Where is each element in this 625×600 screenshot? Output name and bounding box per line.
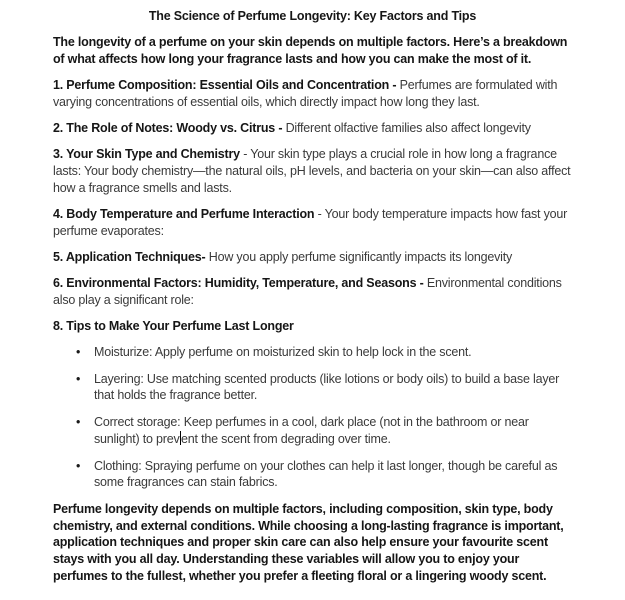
page-title[interactable]: The Science of Perfume Longevity: Key Factors and Tips (148, 9, 477, 23)
section-body: - Your skin type plays a crucial role in how long a fragrance lasts: Your body chemistry—the natural oils, pH levels, and bacteria on your skin—can also affect how a fragrance smells and lasts. (53, 147, 571, 195)
section-heading: 5. Application Techniques- (53, 249, 206, 264)
section-paragraph-1[interactable] (53, 77, 572, 110)
section-heading: 6. Environmental Factors: Humidity, Temperature, and Seasons - (53, 275, 424, 290)
tip-item-layering[interactable] (76, 371, 572, 404)
section-paragraph-4[interactable] (53, 206, 572, 239)
section-body: Different olfactive families also affect longevity (282, 121, 531, 136)
tip-item-clothing[interactable] (76, 458, 572, 491)
tip-item-moisturize[interactable] (76, 344, 572, 361)
section-heading: 2. The Role of Notes: Woody vs. Citrus - (53, 121, 283, 136)
tips-heading[interactable]: 8. Tips to Make Your Perfume Last Longer (53, 318, 294, 333)
tip-text: Moisturize: Apply perfume on moisturized skin to help lock in the scent. (94, 345, 472, 360)
section-body: - Your body temperature impacts how fast your perfume evaporates: (53, 206, 568, 238)
section-body: How you apply perfume significantly impacts its longevity (205, 249, 513, 264)
tip-text: Clothing: Spraying perfume on your clothes can help it last longer, though be careful as some fragrances can stain fabrics. (94, 458, 558, 490)
tip-text: Layering: Use matching scented products (like lotions or body oils) to build a base layer that holds the fragrance better. (94, 371, 560, 403)
conclusion-paragraph[interactable]: Perfume longevity depends on multiple factors, including composition, skin type, body chemistry, and external conditions. While choosing a long-lasting fragrance is important, application techniques and proper skin care can also help ensure your favourite scent stays with you all day. Understanding these variables will allow you to enjoy your perfumes to the fullest, whether you prefer a fleeting floral or a lingering woody scent. (53, 501, 564, 583)
section-body: Environmental conditions also play a significant role: (53, 275, 562, 307)
section-paragraph-6[interactable] (53, 275, 572, 308)
tip-text-before-caret: Correct storage: Keep perfumes in a cool, dark place (not in the bathroom or near sunlight) to prev (94, 415, 529, 446)
section-body: Perfumes are formulated with varying concentrations of essential oils, which directly impact how long they last. (53, 78, 558, 109)
intro-paragraph[interactable]: The longevity of a perfume on your skin depends on multiple factors. Here’s a breakdown of what affects how long your fragrance lasts and how you can make the most of it. (53, 35, 568, 66)
section-heading: 3. Your Skin Type and Chemistry (53, 147, 240, 162)
tip-item-correct-storage[interactable] (76, 414, 572, 447)
section-paragraph-3[interactable] (53, 146, 572, 196)
section-paragraph-5[interactable] (53, 249, 572, 266)
section-paragraph-2[interactable] (53, 120, 572, 137)
section-heading: 1. Perfume Composition: Essential Oils and Concentration - (53, 78, 397, 93)
section-heading: 4. Body Temperature and Perfume Interaction (53, 206, 315, 221)
tips-list (53, 344, 572, 491)
tip-text-after-caret: ent the scent from degrading over time. (181, 431, 391, 446)
